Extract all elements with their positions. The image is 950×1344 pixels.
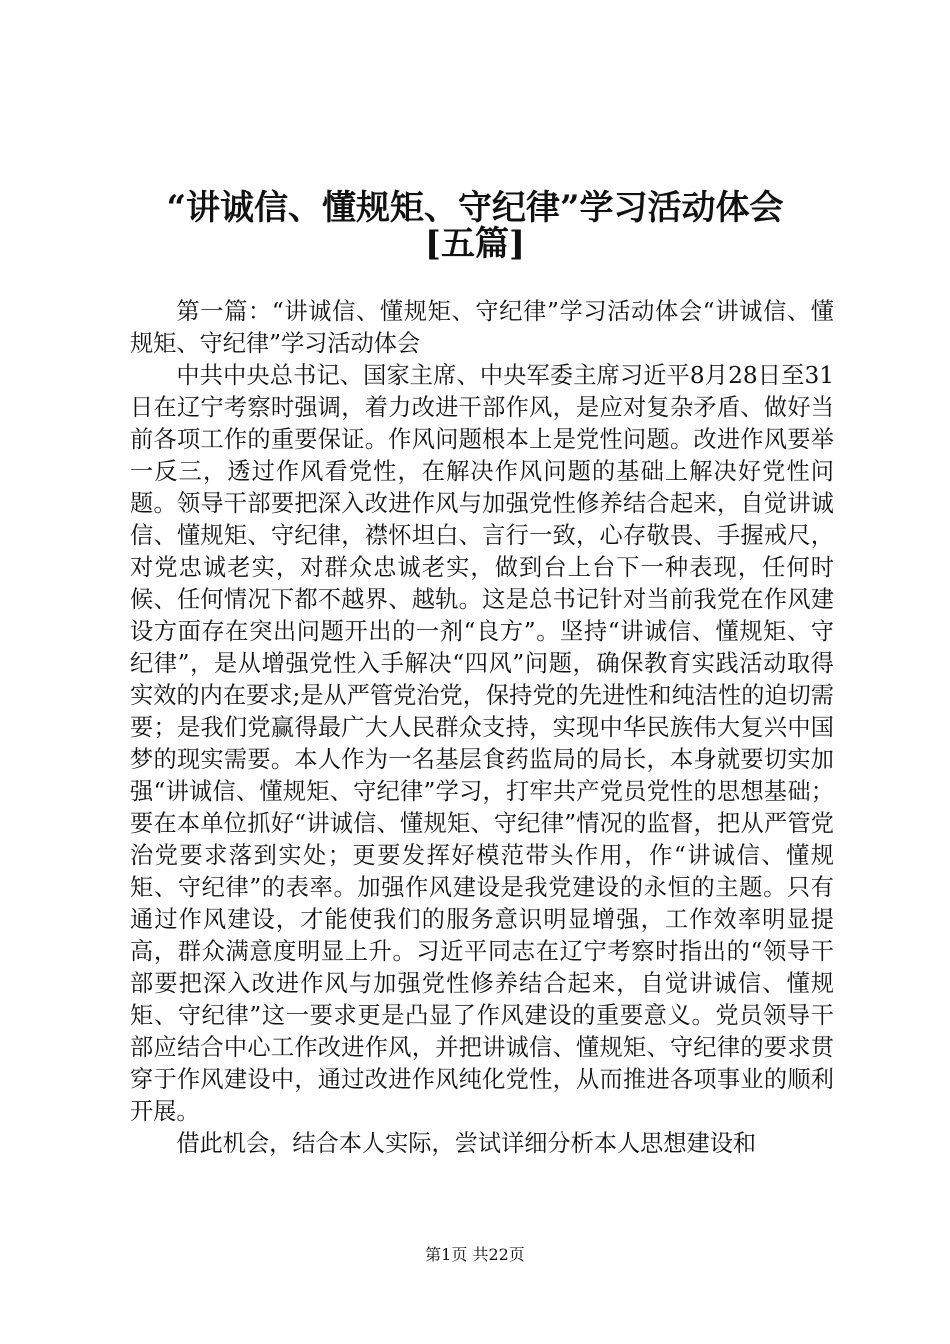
page-footer: 第1页 共22页 (425, 1245, 525, 1264)
document-title-line-2: [五篇] (424, 224, 526, 264)
paragraph-2: 中共中央总书记、国家主席、中央军委主席习近平8月28日至31日在辽宁考察时强调，着力改进干部作风，是应对复杂矛盾、做好当前各项工作的重要保证。作风问题根本上是党性问题。改进作风要举一反三，透过作风看党性，在解决作风问题的基础上解决好党性问题。领导干部要把深入改进作风与加强党性修养结合起来，自觉讲诚信、懂规矩、守纪律，襟怀坦白、言行一致，心存敬畏、手握戒尺，对党忠诚老实，对群众忠诚老实，做到台上台下一种表现，任何时候、任何情况下都不越界、越轨。这是总书记针对当前我党在作风建设方面存在突出问题开出的一剂“良方”。坚持“讲诚信、懂规矩、守纪律”，是从增强党性入手解决“四风”问题，确保教育实践活动取得实效的内在要求;是从严管党治党，保持党的先进性和纯洁性的迫切需要；是我们党赢得最广大人民群众支持，实现中华民族伟大复兴中国梦的现实需要。本人作为一名基层食药监局的局长，本身就要切实加强“讲诚信、懂规矩、守纪律”学习，打牢共产党员党性的思想基础；要在本单位抓好“讲诚信、懂规矩、守纪律”情况的监督，把从严管党治党要求落到实处；更要发挥好模范带头作用，作“讲诚信、懂规矩、守纪律”的表率。加强作风建设是我党建设的永恒的主题。只有通过作风建设，才能使我们的服务意识明显增强，工作效率明显提高，群众满意度明显上升。习近平同志在辽宁考察时指出的“领导干部要把深入改进作风与加强党性修养结合起来，自觉讲诚信、懂规矩、守纪律”这一要求更是凸显了作风建设的重要意义。党员领导干部应结合中心工作改进作风，并把讲诚信、懂规矩、守纪律的要求贯穿于作风建设中，通过改进作风纯化党性，从而推进各项事业的顺利开展。 (130, 362, 834, 1125)
document-body (130, 296, 834, 1160)
paragraph-3: 借此机会，结合本人实际，尝试详细分析本人思想建设和 (176, 1130, 757, 1157)
document-title-line-1: “讲诚信、懂规矩、守纪律”学习活动体会 (166, 188, 784, 228)
paragraph-1: 第一篇：“讲诚信、懂规矩、守纪律”学习活动体会“讲诚信、懂规矩、守纪律”学习活动体会 (130, 298, 834, 357)
